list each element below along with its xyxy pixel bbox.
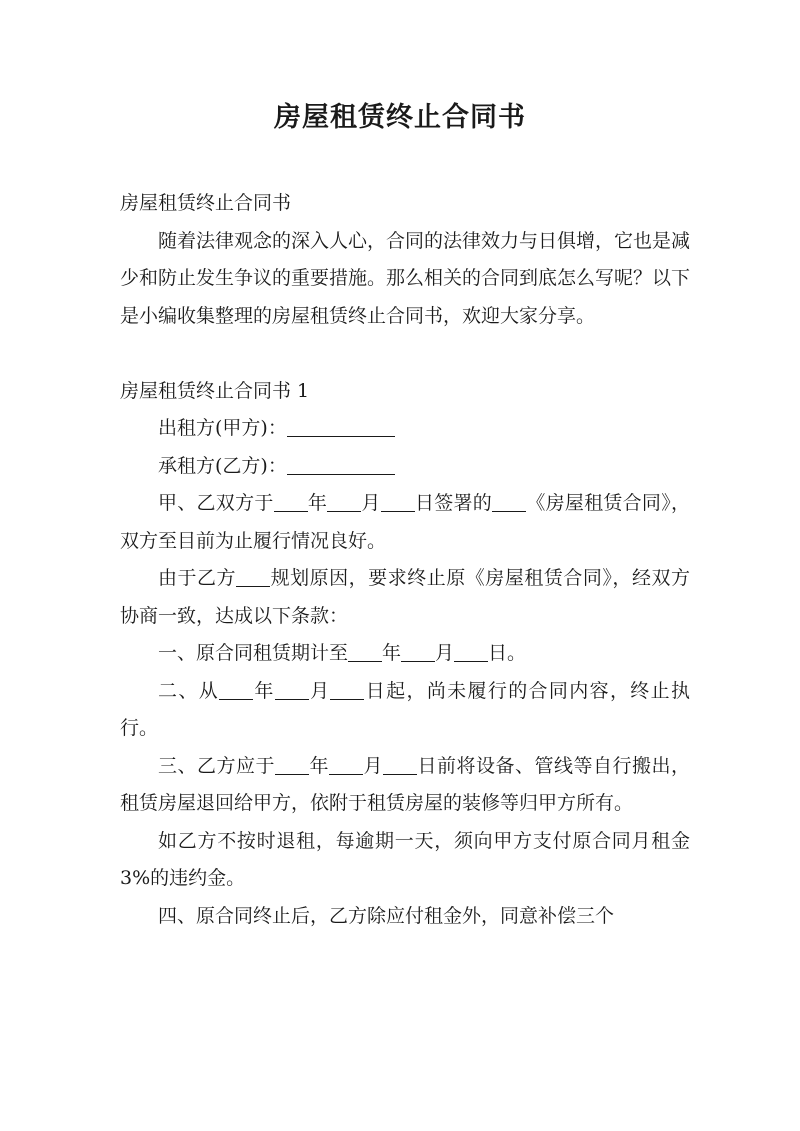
sign-text-c: 月 bbox=[361, 492, 381, 514]
year-blank bbox=[348, 641, 382, 662]
sign-text-e: 《房屋租赁合同》，双方至目前为止履行情况良好。 bbox=[120, 492, 690, 552]
document-heading: 房屋租赁终止合同书 bbox=[120, 192, 292, 214]
clause-2-text-d: 日起，尚未履行的合同内容，终止执行。 bbox=[120, 679, 690, 739]
clause-3-text-a: 三、乙方应于 bbox=[158, 754, 275, 777]
reason-text-b: 规划原因，要求终止原《房屋租赁合同》，经双方协商一致，达成以下条款： bbox=[120, 567, 690, 627]
document-title: 房屋租赁终止合同书 bbox=[274, 102, 526, 133]
document-body bbox=[120, 185, 690, 935]
sign-text-a: 甲、乙双方于 bbox=[158, 492, 274, 514]
sign-text-d: 日签署的 bbox=[414, 492, 493, 514]
reason-text-a: 由于乙方 bbox=[158, 567, 237, 589]
day-blank bbox=[381, 491, 415, 512]
penalty-paragraph: 如乙方不按时退租，每逾期一天，须向甲方支付原合同月租金 3%的违约金。 bbox=[120, 829, 690, 889]
day-blank bbox=[330, 679, 364, 700]
clause-2 bbox=[120, 673, 690, 748]
clause-1-text-b: 年 bbox=[382, 642, 402, 664]
day-blank bbox=[454, 641, 488, 662]
clause-2-text-a: 二、从 bbox=[158, 679, 220, 702]
clause-3-text-d: 日前将设备、管线等自行搬出，租赁房屋退回给甲方，依附于租赁房屋的装修等归甲方所有。 bbox=[120, 754, 690, 814]
clause-1 bbox=[120, 635, 690, 673]
clause-3 bbox=[120, 748, 690, 823]
year-blank bbox=[274, 491, 308, 512]
clause-2-text-b: 年 bbox=[253, 679, 275, 702]
day-blank bbox=[383, 754, 417, 775]
clause-1-text-a: 一、原合同租赁期计至 bbox=[158, 642, 349, 664]
month-blank bbox=[275, 679, 309, 700]
lessor-label: 出租方(甲方)： bbox=[158, 417, 287, 439]
reason-paragraph bbox=[120, 560, 690, 635]
intro-paragraph: 随着法律观念的深入人心，合同的法律效力与日俱增，它也是减少和防止发生争议的重要措施。那么相关的合同到底怎么写呢？以下是小编收集整理的房屋租赁终止合同书，欢迎大家分享。 bbox=[120, 229, 691, 327]
year-blank bbox=[219, 679, 253, 700]
clause-3-text-c: 月 bbox=[363, 754, 383, 777]
clause-1-text-d: 日。 bbox=[488, 642, 527, 664]
section-title: 房屋租赁终止合同书 1 bbox=[120, 379, 310, 402]
month-blank bbox=[329, 754, 363, 775]
paragraph-gap bbox=[120, 335, 690, 373]
clause-4: 四、原合同终止后，乙方除应付租金外，同意补偿三个 bbox=[158, 904, 615, 927]
lessee-line bbox=[120, 448, 690, 486]
month-blank bbox=[327, 491, 361, 512]
clause-3-text-b: 年 bbox=[309, 754, 329, 777]
sign-text-b: 年 bbox=[307, 492, 328, 514]
reason-blank bbox=[236, 566, 270, 587]
sign-paragraph bbox=[120, 485, 690, 560]
lessee-blank bbox=[287, 454, 395, 475]
year-blank bbox=[275, 754, 309, 775]
month-blank bbox=[401, 641, 435, 662]
lessor-line bbox=[120, 410, 690, 448]
clause-1-text-c: 月 bbox=[435, 642, 455, 664]
clause-2-text-c: 月 bbox=[308, 679, 331, 702]
contract-blank bbox=[492, 491, 526, 512]
lessee-label: 承租方(乙方)： bbox=[158, 454, 287, 477]
lessor-blank bbox=[287, 416, 395, 437]
